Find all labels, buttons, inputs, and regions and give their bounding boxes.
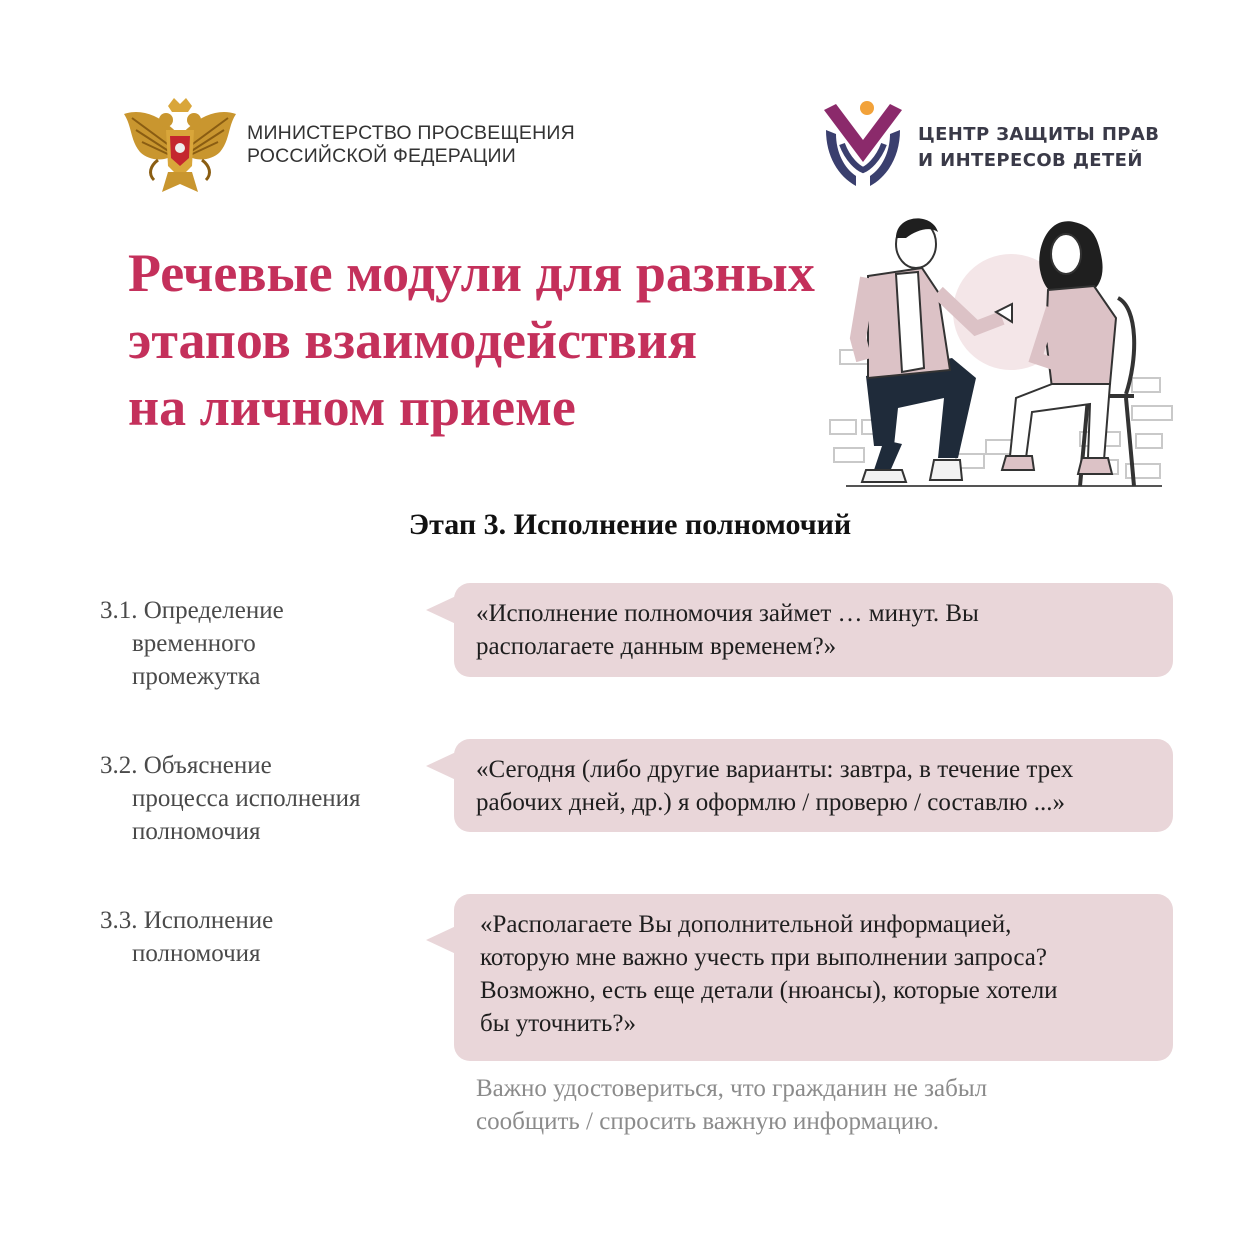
speech-bubble xyxy=(454,894,1173,1061)
quote-line: располагаете данным временем?» xyxy=(476,633,837,660)
speech-bubble-tail xyxy=(426,596,456,624)
quote-line: «Сегодня (либо другие варианты: завтра, в течение трех xyxy=(476,756,1074,783)
speech-bubble xyxy=(454,583,1173,677)
step-label-line: процесса исполнения xyxy=(132,785,361,812)
quote-line: которую мне важно учесть при выполнении запроса? xyxy=(480,944,1047,971)
ministry-name-line: РОССИЙСКОЙ ФЕДЕРАЦИИ xyxy=(247,145,516,167)
page-title-line: на личном приеме xyxy=(128,377,576,437)
step-label-line: 3.2. Объяснение xyxy=(100,752,272,779)
step-label xyxy=(100,749,420,848)
two-people-talking-illustration xyxy=(826,208,1176,500)
speech-bubble-tail xyxy=(426,752,456,780)
center-logo-icon xyxy=(822,100,904,190)
page-title-line: этапов взаимодействия xyxy=(128,310,698,370)
quote-line: «Располагаете Вы дополнительной информацией, xyxy=(480,911,1012,938)
ministry-emblem-icon xyxy=(122,96,238,196)
footnote-line: Важно удостовериться, что гражданин не забыл xyxy=(476,1075,988,1102)
footnote xyxy=(476,1072,1176,1138)
center-name-line: И ИНТЕРЕСОВ ДЕТЕЙ xyxy=(918,150,1143,171)
page-title-line: Речевые модули для разных xyxy=(128,243,815,303)
page-title xyxy=(128,240,888,441)
step-label xyxy=(100,594,420,693)
step-label-line: временного xyxy=(132,630,256,657)
step-label-line: 3.3. Исполнение xyxy=(100,907,274,934)
speech-bubble xyxy=(454,739,1173,832)
step-label-line: полномочия xyxy=(132,818,261,845)
speech-bubble-tail xyxy=(426,926,456,954)
step-label-line: полномочия xyxy=(132,940,261,967)
center-name xyxy=(918,122,1218,174)
step-label-line: промежутка xyxy=(132,663,261,690)
ministry-name xyxy=(247,122,607,168)
center-name-line: ЦЕНТР ЗАЩИТЫ ПРАВ xyxy=(918,124,1160,145)
step-label xyxy=(100,904,420,970)
footnote-line: сообщить / спросить важную информацию. xyxy=(476,1108,940,1135)
step-label-line: 3.1. Определение xyxy=(100,597,284,624)
quote-line: Возможно, есть еще детали (нюансы), которые хотели xyxy=(480,977,1058,1004)
stage-heading: Этап 3. Исполнение полномочий xyxy=(408,508,852,541)
ministry-name-line: МИНИСТЕРСТВО ПРОСВЕЩЕНИЯ xyxy=(247,122,575,144)
quote-line: рабочих дней, др.) я оформлю / проверю / составлю ...» xyxy=(476,789,1066,816)
quote-line: бы уточнить?» xyxy=(480,1010,636,1037)
quote-line: «Исполнение полномочия займет … минут. Вы xyxy=(476,600,979,627)
